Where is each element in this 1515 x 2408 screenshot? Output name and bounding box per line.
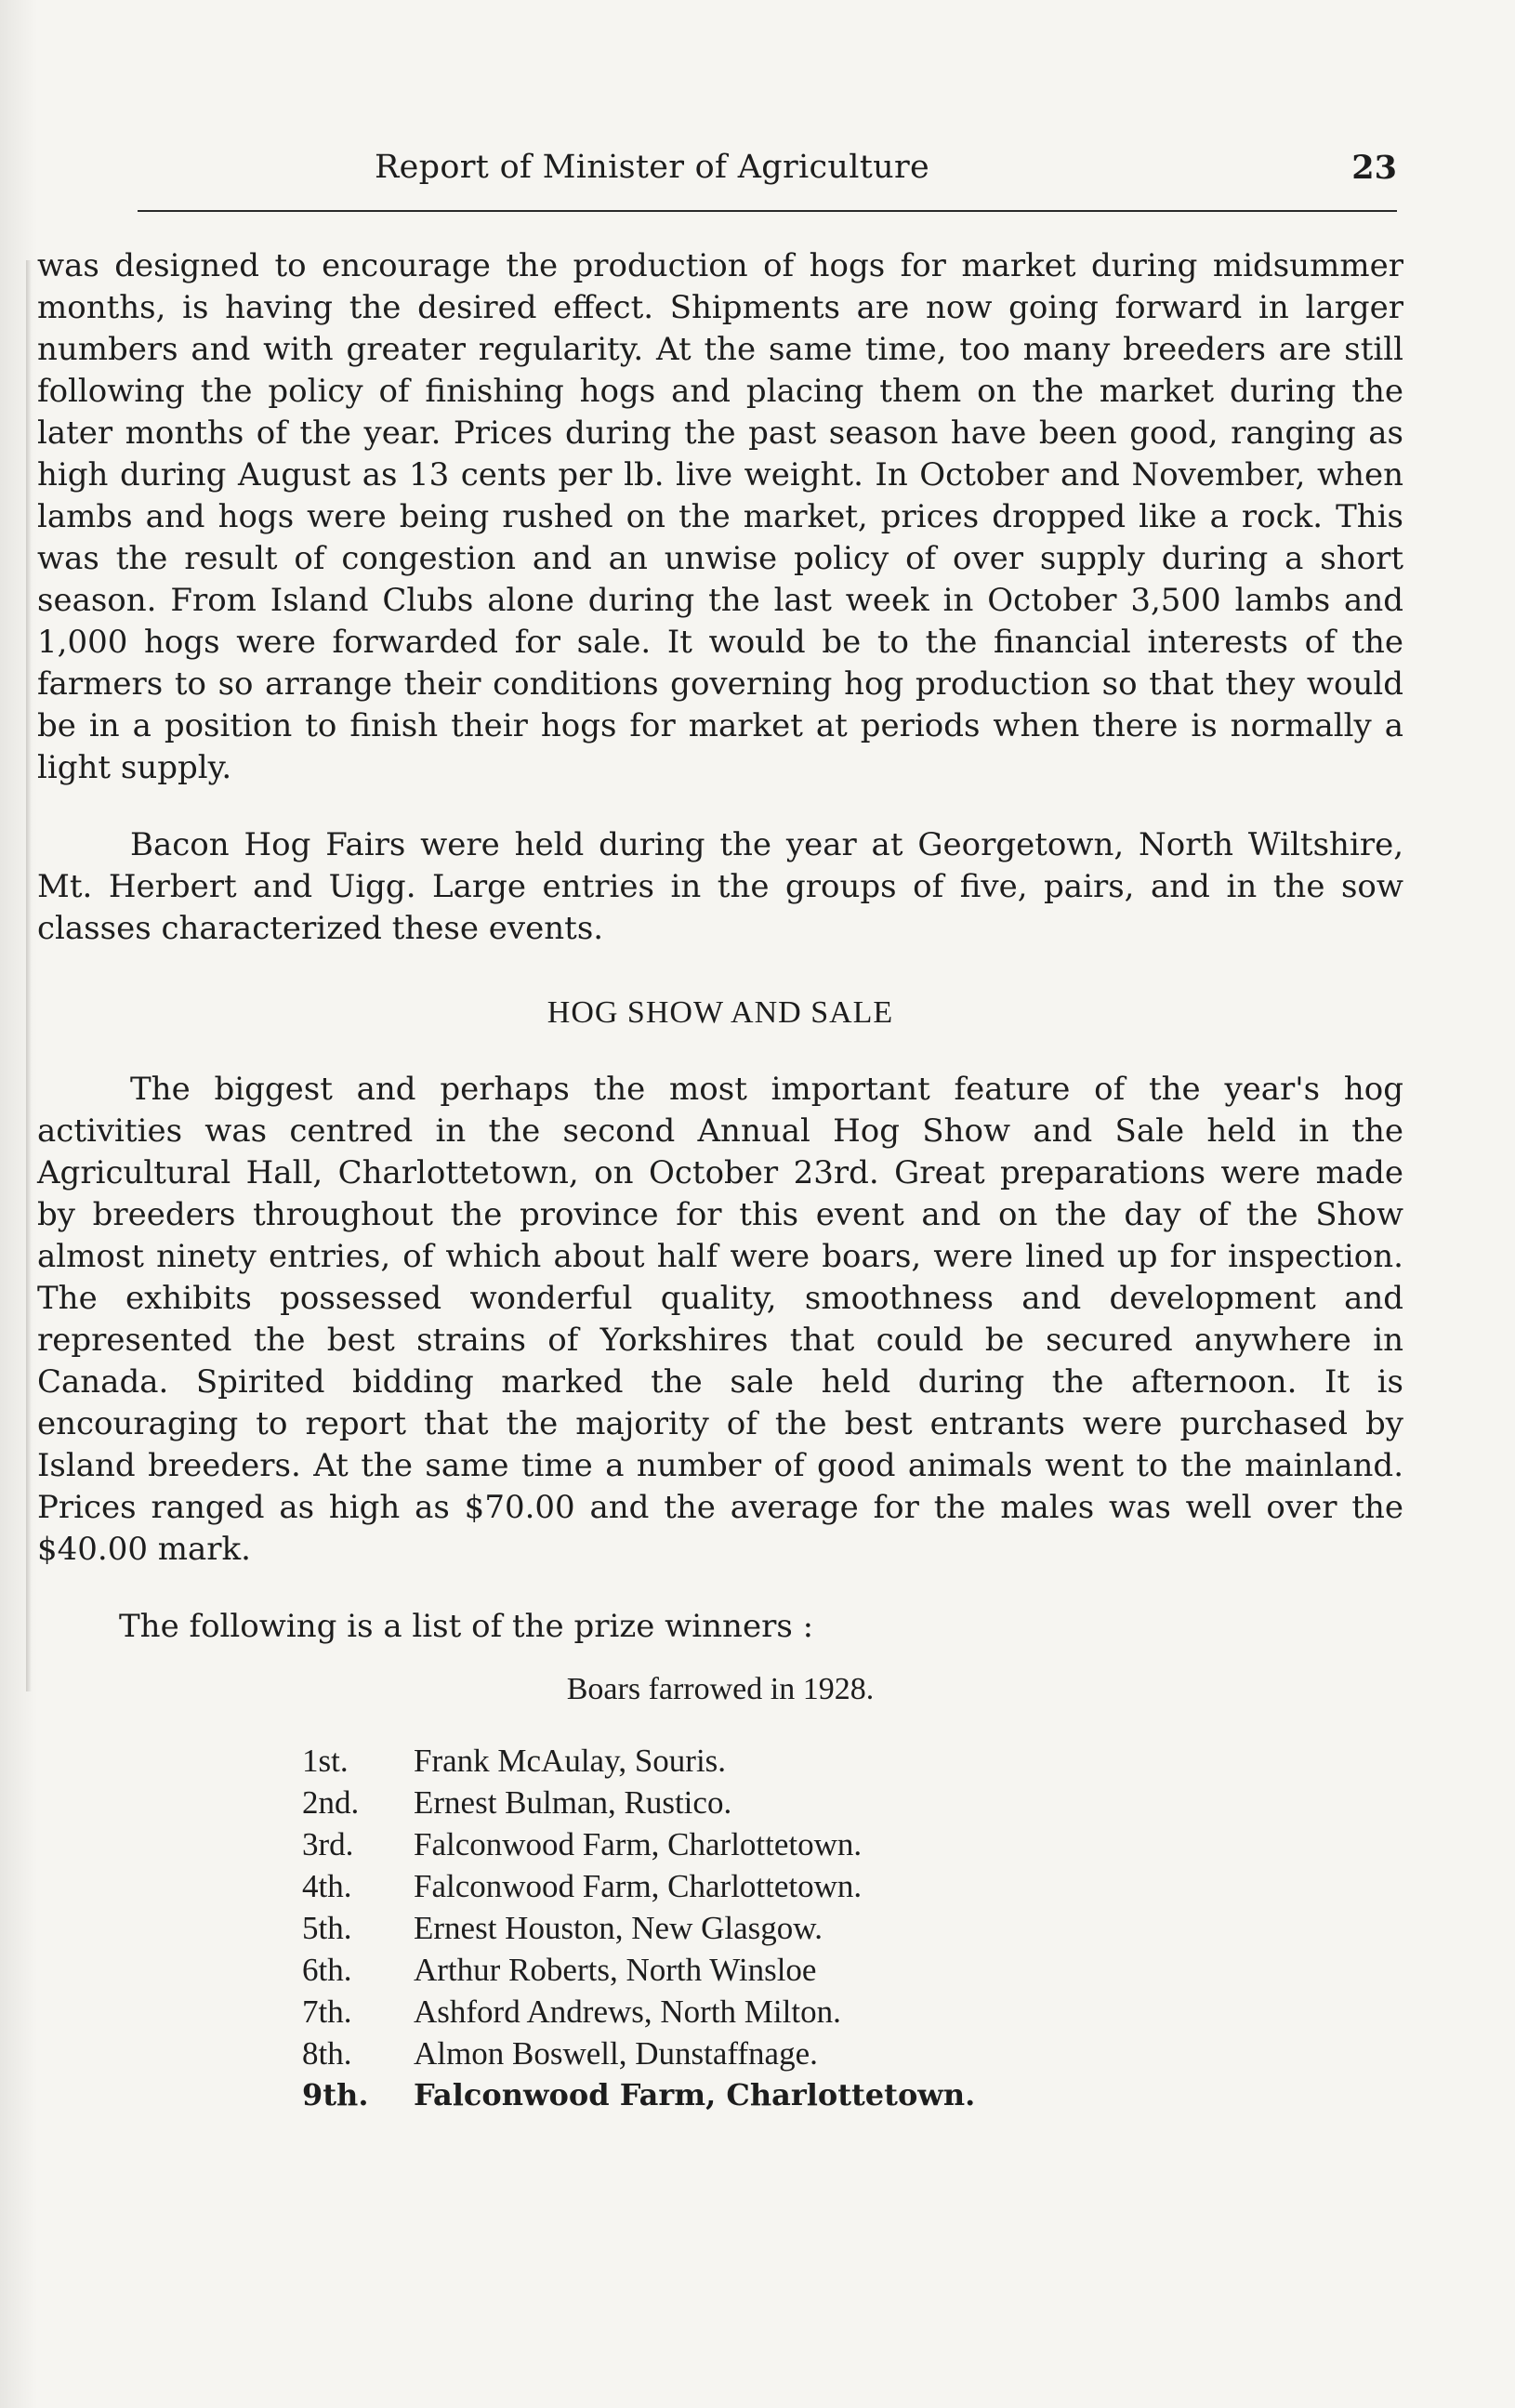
paragraph-bacon-hog-fairs: Bacon Hog Fairs were held during the year at Georgetown, North Wiltshire, Mt. Herbert and Uigg. Large entries in the groups of five, pairs, and in the sow classes characterized these events. <box>37 826 1403 947</box>
prize-place: 6th. <box>302 1952 352 1988</box>
page-number: 23 <box>1351 149 1397 187</box>
winner-name: Frank McAulay, Souris. <box>414 1743 727 1779</box>
gutter-edge <box>26 260 32 1691</box>
binding-shadow <box>0 0 37 2408</box>
list-item <box>37 1823 1403 1865</box>
paragraph-hog-marketing: was designed to encourage the production of hogs for market during midsummer months, is having the desired effect. Shipments are now going forward in larger numbers and with greater regularity. At the same time, too many breeders are still following the policy of finishing hogs and placing them on the market during the later months of the year. Prices during the past season have been good, ranging as high during August as 13 cents per lb. live weight. In October and November, when lambs and hogs were being rushed on the market, prices dropped like a rock. This was the result of congestion and an unwise policy of over supply during a short season. From Island Clubs alone during the last week in October 3,500 lambs and 1,000 hogs were forwarded for sale. It would be to the financial interests of the farmers to so arrange their conditions governing hog production so that they would be in a position to finish their hogs for market at periods when there is normally a light supply. <box>37 247 1403 786</box>
prize-list-intro: The following is a list of the prize winners : <box>119 1608 814 1645</box>
list-item <box>37 1949 1403 1991</box>
winner-name: Almon Boswell, Dunstaffnage. <box>414 2035 818 2072</box>
list-item <box>37 1782 1403 1823</box>
winner-name: Ernest Houston, New Glasgow. <box>414 1910 823 1946</box>
prize-place: 5th. <box>302 1910 352 1946</box>
winner-name: Arthur Roberts, North Winsloe <box>414 1952 817 1988</box>
list-item <box>37 1865 1403 1907</box>
prize-category: Boars farrowed in 1928. <box>566 1672 875 1706</box>
prize-winners-list <box>37 1740 1403 2116</box>
body-text <box>37 245 1403 2116</box>
paragraph-hog-show: The biggest and perhaps the most important feature of the year's hog activities was centred in the second Annual Hog Show and Sale held in the Agricultural Hall, Charlottetown, on October 23rd. Great preparations were made by breeders throughout the province for this event and on the day of the Show almost ninety entries, of which about half were boars, were lined up for inspection. The exhibits possessed wonderful quality, smoothness and development and represented the best strains of Yorkshires that could be secured anywhere in Canada. Spirited bidding marked the sale held during the afternoon. It is encouraging to report that the majority of the best entrants were purchased by Island breeders. At the same time a number of good animals went to the mainland. Prices ranged as high as $70.00 and the average for the males was well over the $40.00 mark. <box>37 1071 1403 1568</box>
prize-place: 2nd. <box>302 1784 360 1821</box>
winner-name: Falconwood Farm, Charlottetown. <box>414 1868 863 1904</box>
list-item <box>37 2033 1403 2074</box>
winner-name: Falconwood Farm, Charlottetown. <box>414 2077 976 2112</box>
section-heading: HOG SHOW AND SALE <box>547 995 894 1030</box>
list-item <box>37 1991 1403 2033</box>
winner-name: Falconwood Farm, Charlottetown. <box>414 1826 863 1862</box>
prize-place: 9th. <box>302 2077 369 2112</box>
winner-name: Ernest Bulman, Rustico. <box>414 1784 732 1821</box>
prize-place: 1st. <box>302 1743 349 1779</box>
list-item <box>37 1740 1403 1782</box>
paragraph-gap <box>37 789 1403 824</box>
list-item <box>37 1907 1403 1949</box>
header-rule <box>138 210 1397 212</box>
winner-name: Ashford Andrews, North Milton. <box>414 1994 841 2030</box>
page-header <box>138 149 1397 204</box>
list-item <box>37 2074 1403 2116</box>
prize-place: 3rd. <box>302 1826 354 1862</box>
prize-place: 8th. <box>302 2035 352 2072</box>
prize-place: 7th. <box>302 1994 352 2030</box>
running-title: Report of Minister of Agriculture <box>375 149 930 186</box>
prize-place: 4th. <box>302 1868 352 1904</box>
